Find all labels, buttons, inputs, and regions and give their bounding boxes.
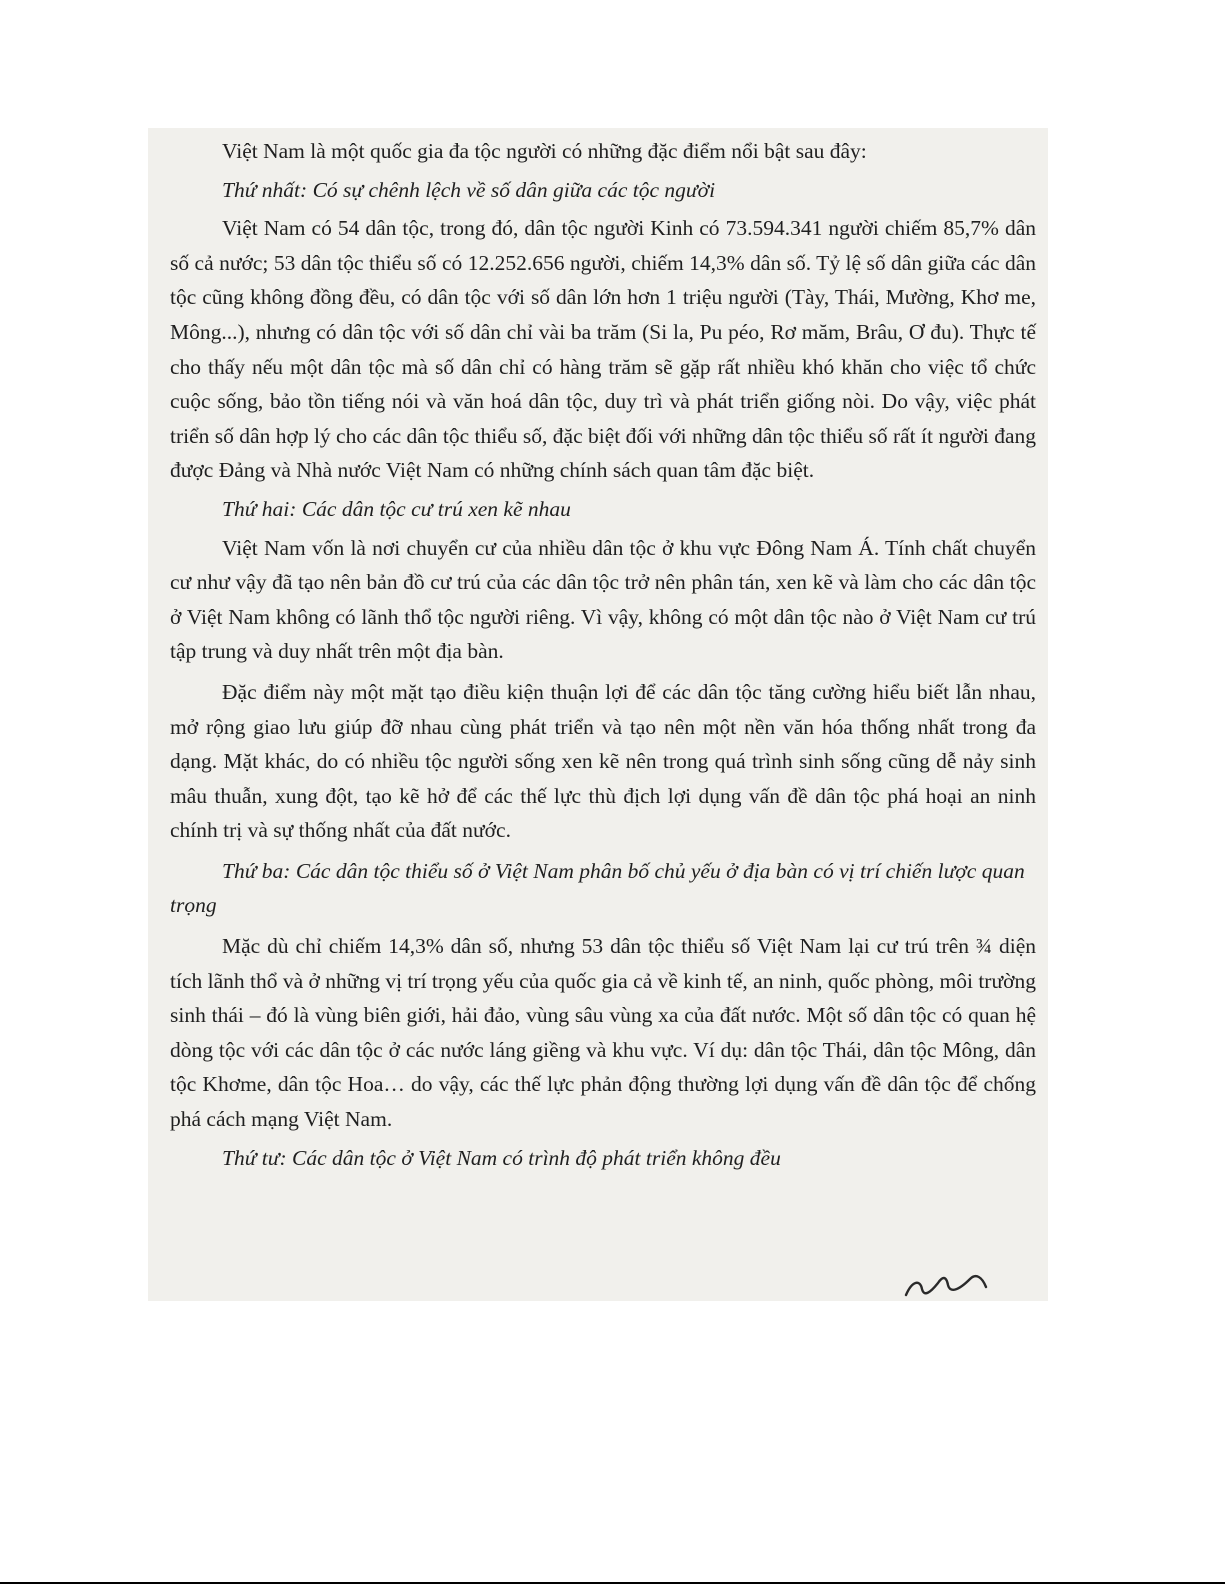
scanned-page: [148, 128, 1048, 1301]
signature-mark: [898, 1269, 1008, 1299]
body-paragraph: Việt Nam có 54 dân tộc, trong đó, dân tộc người Kinh có 73.594.341 người chiếm 85,7% dân số cả nước; 53 dân tộc thiểu số có 12.252.656 người, chiếm 14,3% dân số. Tỷ lệ số dân giữa các dân tộc cũng không đồng đều, có dân tộc với số dân lớn hơn 1 triệu người (Tày, Thái, Mường, Khơ me, Mông...), nhưng có dân tộc với số dân chỉ vài ba trăm (Si la, Pu péo, Rơ măm, Brâu, Ơ đu). Thực tế cho thấy nếu một dân tộc mà số dân chỉ có hàng trăm sẽ gặp rất nhiều khó khăn cho việc tổ chức cuộc sống, bảo tồn tiếng nói và văn hoá dân tộc, duy trì và phát triển giống nòi. Do vậy, việc phát triển số dân hợp lý cho các dân tộc thiểu số, đặc biệt đối với những dân tộc thiểu số rất ít người đang được Đảng và Nhà nước Việt Nam có những chính sách quan tâm đặc biệt.: [170, 216, 1036, 483]
intro-paragraph: Việt Nam là một quốc gia đa tộc người có những đặc điểm nổi bật sau đây:: [222, 139, 867, 163]
body-paragraph: Đặc điểm này một mặt tạo điều kiện thuận lợi để các dân tộc tăng cường hiểu biết lẫn nhau, mở rộng giao lưu giúp đỡ nhau cùng phát triển và tạo nên một nền văn hóa thống nhất trong đa dạng. Mặt khác, do có nhiều tộc người sống xen kẽ nên trong quá trình sinh sống cũng dễ nảy sinh mâu thuẫn, xung đột, tạo kẽ hở để các thế lực thù địch lợi dụng vấn đề dân tộc phá hoại an ninh chính trị và sự thống nhất của đất nước.: [170, 679, 1036, 843]
body-paragraph: Việt Nam vốn là nơi chuyển cư của nhiều dân tộc ở khu vực Đông Nam Á. Tính chất chuyển cư như vậy đã tạo nên bản đồ cư trú của các dân tộc trở nên phân tán, xen kẽ và làm cho các dân tộc ở Việt Nam không có lãnh thổ tộc người riêng. Vì vậy, không có một dân tộc nào ở Việt Nam cư trú tập trung và duy nhất trên một địa bàn.: [170, 535, 1036, 664]
section-heading-1: Thứ nhất: Có sự chênh lệch về số dân giữa các tộc người: [222, 177, 716, 202]
page-bottom-border: [0, 1582, 1225, 1584]
section-heading-2: Thứ hai: Các dân tộc cư trú xen kẽ nhau: [222, 496, 571, 521]
document-body: [170, 134, 1036, 1175]
section-heading-3: Thứ ba: Các dân tộc thiểu số ở Việt Nam phân bố chủ yếu ở địa bàn có vị trí chiến lược quan trọng: [170, 858, 1025, 918]
body-paragraph: Mặc dù chỉ chiếm 14,3% dân số, nhưng 53 dân tộc thiểu số Việt Nam lại cư trú trên ¾ diện tích lãnh thổ và ở những vị trí trọng yếu của quốc gia cả về kinh tế, an ninh, quốc phòng, môi trường sinh thái – đó là vùng biên giới, hải đảo, vùng sâu vùng xa của đất nước. Một số dân tộc có quan hệ dòng tộc với các dân tộc ở các nước láng giềng và khu vực. Ví dụ: dân tộc Thái, dân tộc Mông, dân tộc Khơme, dân tộc Hoa… do vậy, các thế lực phản động thường lợi dụng vấn đề dân tộc để chống phá cách mạng Việt Nam.: [170, 934, 1036, 1132]
section-heading-4: Thứ tư: Các dân tộc ở Việt Nam có trình độ phát triển không đều: [222, 1145, 781, 1170]
